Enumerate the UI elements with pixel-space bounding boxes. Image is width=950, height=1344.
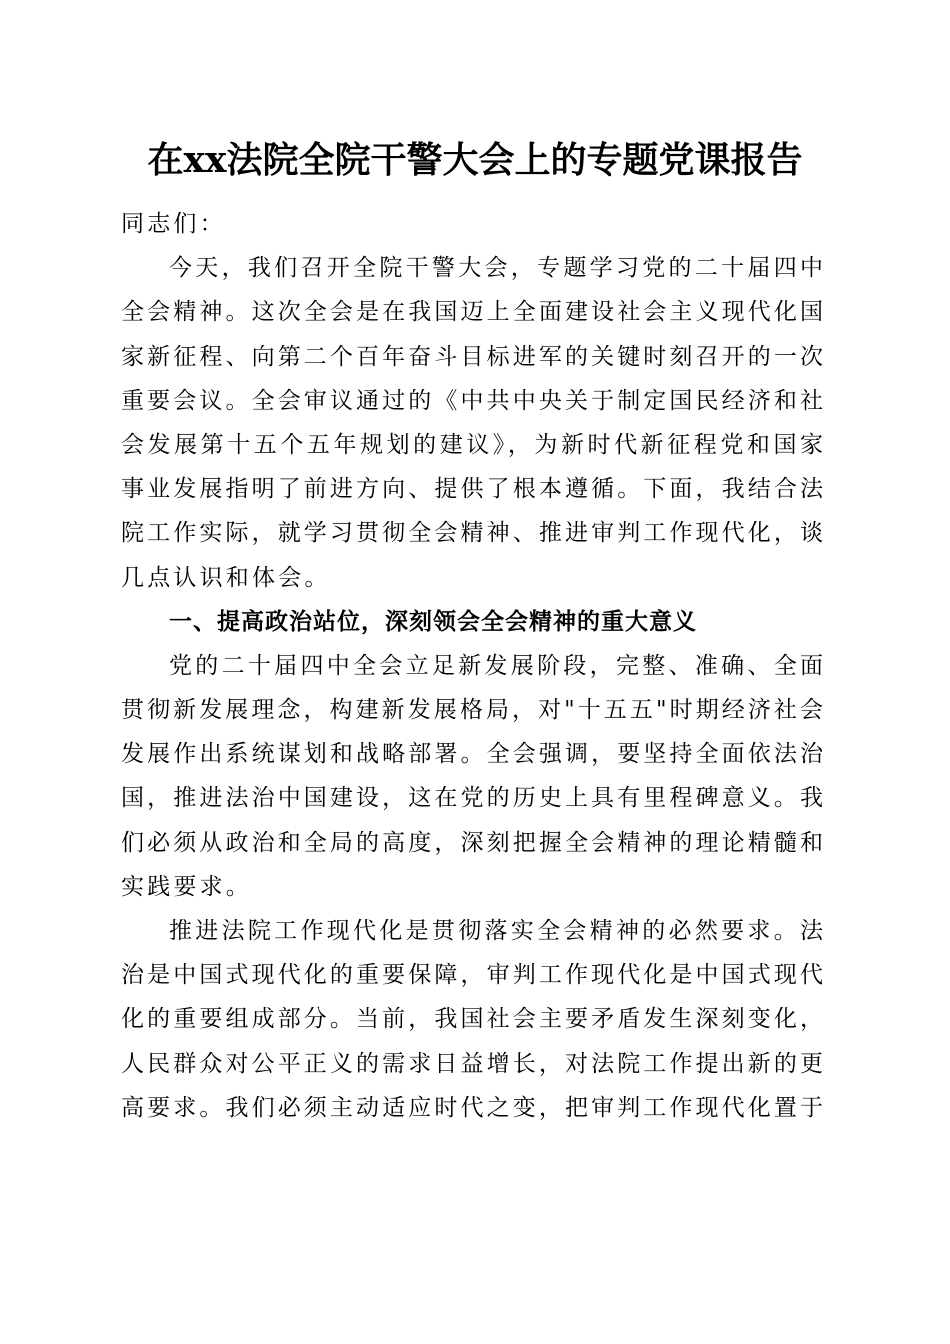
document-title: 在xx法院全院干警大会上的专题党课报告 <box>147 139 803 181</box>
text-line: 家新征程、向第二个百年奋斗目标进军的关键时刻召开的一次 <box>121 343 823 370</box>
text-line: 贯彻新发展理念，构建新发展格局，对"十五五"时期经济社会 <box>121 697 823 724</box>
text-line: 高要求。我们必须主动适应时代之变，把审判工作现代化置于 <box>121 1094 823 1121</box>
text-line: 会发展第十五个五年规划的建议》，为新时代新征程党和国家 <box>121 431 823 458</box>
text-line: 今天，我们召开全院干警大会，专题学习党的二十届四中 <box>169 255 823 282</box>
text-line: 几点认识和体会。 <box>121 564 331 591</box>
text-line: 事业发展指明了前进方向、提供了根本遵循。下面，我结合法 <box>121 476 823 503</box>
text-line: 重要会议。全会审议通过的《中共中央关于制定国民经济和社 <box>121 387 823 414</box>
text-line: 推进法院工作现代化是贯彻落实全会精神的必然要求。法 <box>169 918 823 944</box>
text-line: 全会精神。这次全会是在我国迈上全面建设社会主义现代化国 <box>121 299 823 326</box>
document-body <box>121 202 823 1130</box>
section-heading: 一、提高政治站位，深刻领会全会精神的重大意义 <box>169 608 697 635</box>
text-line: 国，推进法治中国建设，这在党的历史上具有里程碑意义。我 <box>121 785 823 812</box>
text-line: 人民群众对公平正义的需求日益增长，对法院工作提出新的更 <box>121 1050 823 1077</box>
paragraph-3 <box>121 909 823 1130</box>
paragraph-2 <box>121 644 823 909</box>
text-line: 发展作出系统谋划和战略部署。全会强调，要坚持全面依法治 <box>121 741 823 768</box>
text-line: 院工作实际，就学习贯彻全会精神、推进审判工作现代化，谈 <box>121 520 823 547</box>
salutation: 同志们： <box>121 211 226 237</box>
paragraph-1 <box>121 246 823 600</box>
text-line: 化的重要组成部分。当前，我国社会主要矛盾发生深刻变化， <box>121 1006 823 1033</box>
text-line: 实践要求。 <box>121 873 252 900</box>
text-line: 党的二十届四中全会立足新发展阶段，完整、准确、全面 <box>169 652 823 679</box>
text-line: 们必须从政治和全局的高度，深刻把握全会精神的理论精髓和 <box>121 829 823 856</box>
text-line: 治是中国式现代化的重要保障，审判工作现代化是中国式现代 <box>121 962 823 989</box>
